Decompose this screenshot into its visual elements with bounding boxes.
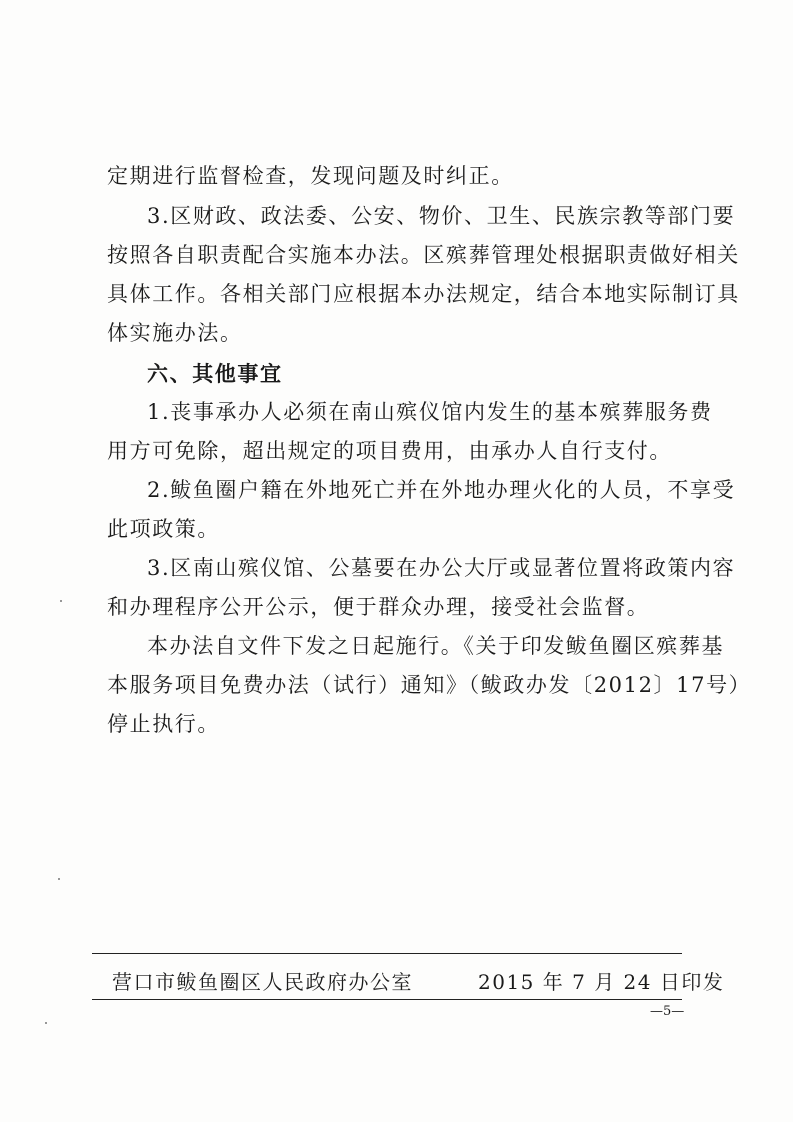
paragraph-line-8: 用方可免除，超出规定的项目费用，由承办人自行支付。 [107,439,672,463]
paragraph-line-15: 停止执行。 [107,712,220,736]
paragraph-line-13: 本办法自文件下发之日起施行。《关于印发鲅鱼圈区殡葬基 [147,634,725,658]
paragraph-line-14: 本服务项目免费办法（试行）通知》（鲅政办发〔2012〕17号） [107,673,752,697]
paragraph-line-12: 和办理程序公开公示，便于群众办理，接受社会监督。 [107,595,650,619]
paragraph-line-5: 体实施办法。 [107,321,243,345]
scan-speck [58,878,60,880]
issuer-name: 营口市鲅鱼圈区人民政府办公室 [112,970,413,994]
page-number: —5— [650,1004,685,1019]
footer-top-rule [92,953,682,954]
paragraph-line-2: 3.区财政、政法委、公安、物价、卫生、民族宗教等部门要 [147,204,736,228]
paragraph-line-7: 1.丧事承办人必须在南山殡仪馆内发生的基本殡葬服务费 [147,400,713,424]
scan-speck [60,600,62,602]
section-heading: 六、其他事宜 [147,361,283,386]
paragraph-line-9: 2.鲅鱼圈户籍在外地死亡并在外地办理火化的人员，不享受 [147,478,736,502]
paragraph-line-3: 按照各自职责配合实施本办法。区殡葬管理处根据职责做好相关 [107,243,740,267]
scan-speck [45,1022,47,1024]
paragraph-line-10: 此项政策。 [107,517,220,541]
paragraph-line-1: 定期进行监督检查，发现问题及时纠正。 [107,164,514,188]
footer-bottom-rule [92,999,682,1000]
issue-date: 2015 年 7 月 24 日印发 [478,970,725,994]
paragraph-line-11: 3.区南山殡仪馆、公墓要在办公大厅或显著位置将政策内容 [147,556,736,580]
paragraph-line-4: 具体工作。各相关部门应根据本办法规定，结合本地实际制订具 [107,282,740,306]
